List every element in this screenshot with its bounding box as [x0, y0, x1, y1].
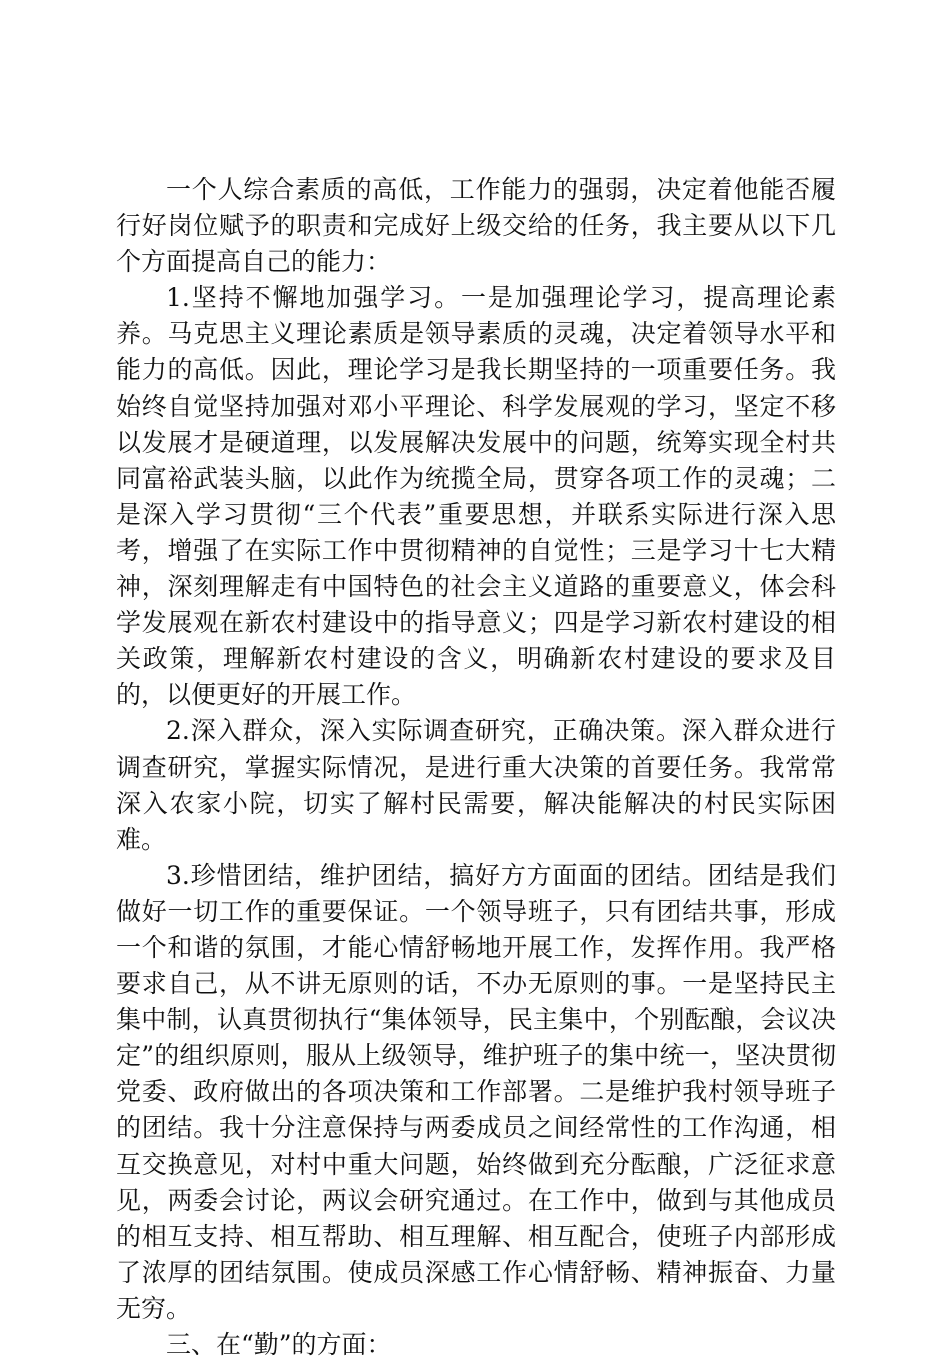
paragraph-intro: 一个人综合素质的高低，工作能力的强弱，决定着他能否履行好岗位赋予的职责和完成好上级交给的任务，我主要从以下几个方面提高自己的能力：	[116, 175, 836, 277]
paragraph-study: 1.坚持不懈地加强学习。一是加强理论学习，提高理论素养。马克思主义理论素质是领导素质的灵魂，决定着领导水平和能力的高低。因此，理论学习是我长期坚持的一项重要任务。我始终自觉坚持加强对邓小平理论、科学发展观的学习，坚定不移以发展才是硬道理，以发展解决发展中的问题，统筹实现全村共同富裕武装头脑，以此作为统揽全局，贯穿各项工作的灵魂；二是深入学习贯彻“三个代表”重要思想，并联系实际进行深入思考，增强了在实际工作中贯彻精神的自觉性；三是学习十七大精神，深刻理解走有中国特色的社会主义道路的重要意义，体会科学发展观在新农村建设中的指导意义；四是学习新农村建设的相关政策，理解新农村建设的含义，明确新农村建设的要求及目的，以便更好的开展工作。	[116, 283, 836, 710]
document-body	[116, 172, 836, 1363]
section-heading-diligence: 三、在“勤”的方面：	[166, 1330, 392, 1359]
paragraph-unity: 3.珍惜团结，维护团结，搞好方方面面的团结。团结是我们做好一切工作的重要保证。一个领导班子，只有团结共事，形成一个和谐的氛围，才能心情舒畅地开展工作，发挥作用。我严格要求自己，从不讲无原则的话，不办无原则的事。一是坚持民主集中制，认真贯彻执行“集体领导，民主集中，个别酝酿，会议决定”的组织原则，服从上级领导，维护班子的集中统一，坚决贯彻党委、政府做出的各项决策和工作部署。二是维护我村领导班子的团结。我十分注意保持与两委成员之间经常性的工作沟通，相互交换意见，对村中重大问题，始终做到充分酝酿，广泛征求意见，两委会讨论，两议会研究通过。在工作中，做到与其他成员的相互支持、相互帮助、相互理解、相互配合，使班子内部形成了浓厚的团结氛围。使成员深感工作心情舒畅、精神振奋、力量无穷。	[116, 860, 836, 1323]
paragraph-research: 2.深入群众，深入实际调查研究，正确决策。深入群众进行调查研究，掌握实际情况，是进行重大决策的首要任务。我常常深入农家小院，切实了解村民需要，解决能解决的村民实际困难。	[116, 716, 836, 854]
